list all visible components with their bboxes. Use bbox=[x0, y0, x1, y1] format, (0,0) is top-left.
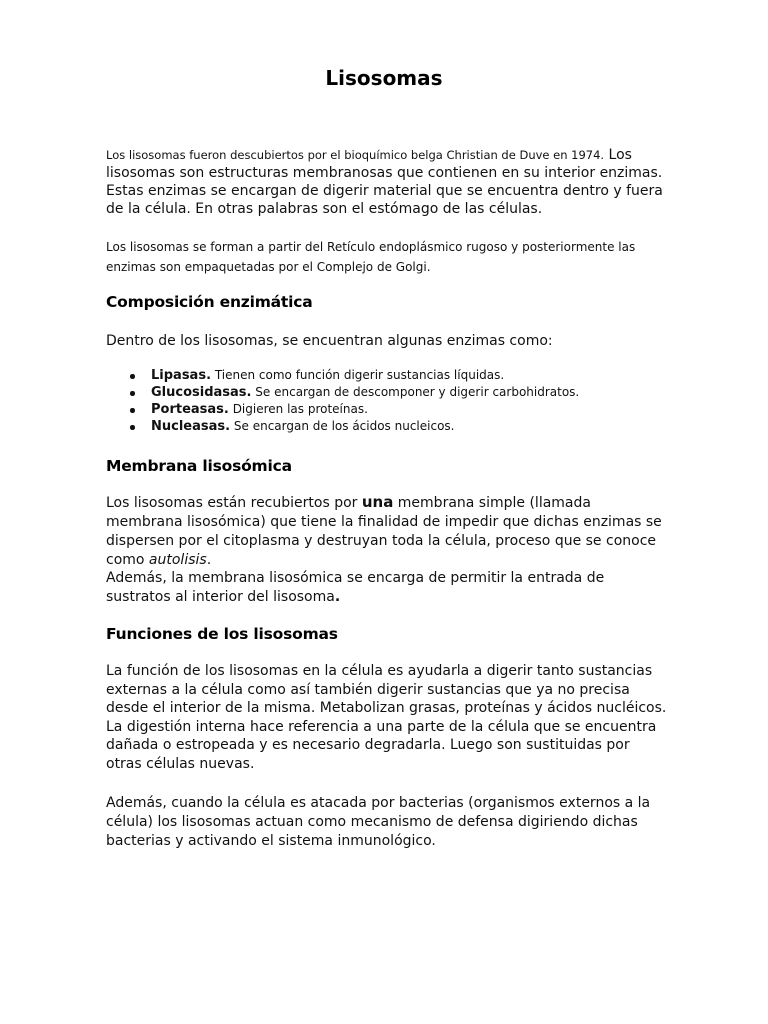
membrane-paragraph-2 bbox=[106, 569, 668, 607]
composition-intro: Dentro de los lisosomas, se encuentran algunas enzimas como: bbox=[106, 333, 553, 349]
membrane-paragraph-1 bbox=[106, 493, 668, 570]
functions-paragraph-1: La función de los lisosomas en la célula es ayudarla a digerir tanto sustancias externas a la célula como así también digerir sustancias que ya no precisa desde el interior de la misma. Metabolizan grasas, proteínas y ácidos nucléicos. La digestión interna hace referencia a una parte de la célula que se encuentra dañada o estropeada y es necesario degradarla. Luego son sustituidas por otras células nuevas. bbox=[106, 663, 667, 772]
membrane-italic-term: autolisis bbox=[148, 552, 207, 568]
membrane-text-end: . bbox=[206, 552, 212, 568]
enzyme-list bbox=[128, 367, 668, 435]
enzyme-term: Porteasas. bbox=[151, 402, 229, 417]
membrane-heading: Membrana lisosómica bbox=[106, 457, 292, 475]
intro-paragraph bbox=[106, 146, 668, 218]
enzyme-description: Tienen como función digerir sustancias líquidas. bbox=[211, 368, 505, 382]
intro-small-text: Los lisosomas fueron descubiertos por el bioquímico belga Christian de Duve en 1974. bbox=[106, 148, 605, 162]
list-item bbox=[128, 384, 668, 401]
enzyme-term: Lipasas. bbox=[151, 368, 212, 383]
list-item bbox=[128, 418, 668, 435]
functions-heading: Funciones de los lisosomas bbox=[106, 625, 338, 643]
enzyme-term: Glucosidasas. bbox=[151, 385, 252, 400]
membrane-p2-text: Además, la membrana lisosómica se encarga de permitir la entrada de sustratos al interior del lisosoma bbox=[106, 570, 605, 605]
functions-paragraph-2: Además, cuando la célula es atacada por bacterias (organismos externos a la célula) los lisosomas actuan como mecanismo de defensa digiriendo dichas bacterias y activando el sistema inmunológico. bbox=[106, 795, 651, 849]
page-title: Lisosomas bbox=[325, 66, 443, 90]
composition-heading: Composición enzimática bbox=[106, 293, 313, 311]
enzyme-description: Se encargan de los ácidos nucleicos. bbox=[230, 419, 455, 433]
membrane-text-middle: membrana simple (llamada membrana lisosómica) que tiene la finalidad de impedir que dichas enzimas se dispersen por el citoplasma y destruyan toda la célula, proceso que se conoce como bbox=[106, 495, 662, 568]
intro-text: Los lisosomas son estructuras membranosas que contienen en su interior enzimas. Estas enzimas se encargan de digerir material que se encuentra dentro y fuera de la célula. En otras palabras son el estómago de las células. bbox=[106, 147, 663, 217]
formation-paragraph: Los lisosomas se forman a partir del Retículo endoplásmico rugoso y posteriormente las enzimas son empaquetadas por el Complejo de Golgi. bbox=[106, 240, 636, 274]
list-item bbox=[128, 401, 668, 418]
membrane-bold-word: una bbox=[361, 493, 394, 511]
enzyme-term: Nucleasas. bbox=[151, 419, 231, 434]
enzyme-description: Se encargan de descomponer y digerir carbohidratos. bbox=[251, 385, 580, 399]
membrane-p2-period: . bbox=[334, 589, 341, 605]
list-item bbox=[128, 367, 668, 384]
membrane-text-start: Los lisosomas están recubiertos por bbox=[106, 495, 362, 511]
enzyme-description: Digieren las proteínas. bbox=[228, 402, 368, 416]
